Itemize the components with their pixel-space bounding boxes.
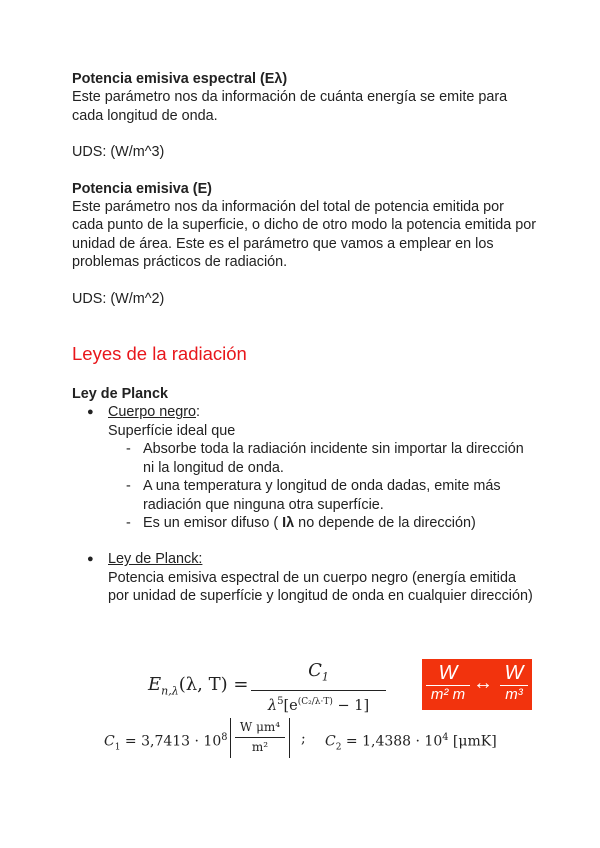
- bullet-list: [72, 403, 542, 532]
- heading-planck-law: Ley de Planck: [72, 386, 168, 403]
- heading-emissive-power: Potencia emisiva (E): [72, 180, 212, 197]
- units-spectral: UDS: (W/m^3): [72, 144, 165, 161]
- planck-constants: $C_1 = 3,7413 \cdot 10^8$ W μm⁴ m² ; $C_2 = 1,4388 \cdot 10^4$ [μmK]: [104, 718, 504, 768]
- dash-list: [71, 440, 542, 532]
- bullet-icon: ●: [87, 406, 94, 419]
- paragraph-line: cada punto de la superficie, o dicho de otro modo la potencia emitida por: [72, 217, 536, 234]
- units-conversion-box: W m² m ↔ W m³: [422, 659, 532, 710]
- black-body-label: Cuerpo negro: [108, 404, 197, 421]
- list-item: - Absorbe toda la radiación incidente sin importar la dirección ni la longitud de onda.: [126, 441, 524, 476]
- list-item: - A una temperatura y longitud de onda dadas, emite más radiación que ninguna otra superfície.: [126, 478, 501, 513]
- list-item: - Es un emisor difuso ( Iλ no depende de la dirección): [126, 514, 476, 531]
- units-total: UDS: (W/m^2): [72, 290, 165, 307]
- paragraph-line: Este parámetro nos da información de cuánta energía se emite para: [72, 89, 508, 106]
- heading-spectral-emissive-power: Potencia emisiva espectral (Eλ): [72, 71, 288, 87]
- paragraph-line: problemas prácticos de radiación.: [72, 254, 288, 271]
- list-item: ● Ley de Planck: Potencia emisiva espectral de un cuerpo negro (energía emitida por unidad de superfície y longitud de onda en cualquier dirección): [87, 551, 533, 605]
- paragraph-line: Este parámetro nos da información del total de potencia emitida por: [72, 199, 504, 216]
- list-item: ● Cuerpo negro: Superfície ideal que - Absorbe toda la radiación incidente sin importar la dirección ni la longitud de onda. - A una temperatura y longitud de onda dadas, emite más radiación que ninguna otra superfície. - Es un emisor difuso ( Iλ no depende de la dirección): [72, 403, 542, 532]
- document-body: [72, 70, 542, 606]
- paragraph-line: cada longitud de onda.: [72, 107, 218, 124]
- double-arrow-icon: ↔: [473, 672, 493, 694]
- planck-law-label: Ley de Planck:: [108, 551, 203, 568]
- section-title: Leyes de la radiación: [72, 343, 247, 365]
- bullet-icon: ●: [87, 553, 94, 566]
- black-body-intro: Superfície ideal que: [108, 422, 236, 439]
- paragraph-line: unidad de área. Este es el parámetro que vamos a emplear en los: [72, 235, 494, 252]
- planck-formula: $E_{n,\lambda}(\lambda$, T) = $C_1$ $\lambda^5[e^{(C_2/\lambda\cdot T)} - 1]$: [148, 660, 398, 710]
- bullet-list: [72, 550, 542, 605]
